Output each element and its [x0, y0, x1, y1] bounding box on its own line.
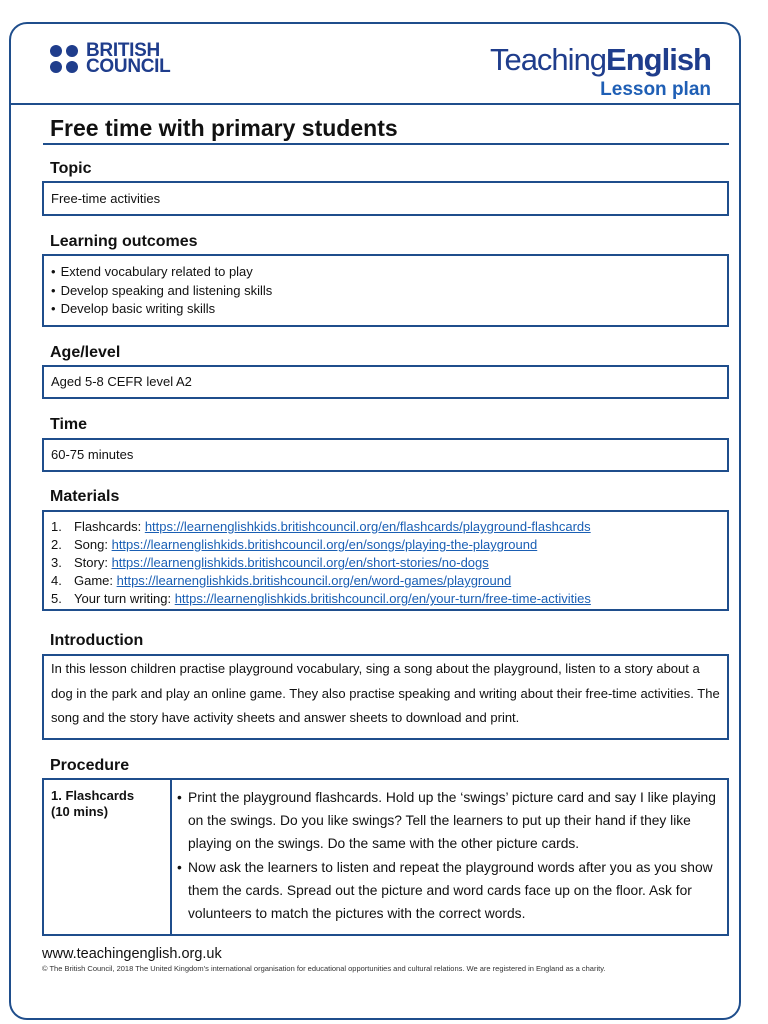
- material-link[interactable]: https://learnenglishkids.britishcouncil.org/en/flashcards/playground-flashcards: [144, 519, 591, 534]
- british-council-dots-icon: [50, 45, 78, 73]
- teaching-english-brand: [490, 42, 711, 78]
- page-title: Free time with primary students: [50, 115, 398, 141]
- footer-url[interactable]: www.teachingenglish.org.uk: [42, 946, 222, 962]
- material-number: 2.: [51, 537, 62, 552]
- brand-bold: English: [606, 42, 711, 77]
- material-label: Your turn writing:: [74, 591, 175, 606]
- material-label: Game:: [74, 573, 117, 588]
- material-number: 3.: [51, 555, 62, 570]
- procedure-content-cell: [172, 780, 727, 934]
- outcome-item: • Extend vocabulary related to play: [51, 263, 720, 282]
- lesson-plan-label: Lesson plan: [600, 79, 711, 100]
- procedure-heading: Procedure: [50, 757, 130, 774]
- topic-value: Free-time activities: [51, 191, 161, 206]
- procedure-step-title: 1. Flashcards: [51, 788, 135, 803]
- header-divider: [9, 103, 741, 105]
- brand-light: Teaching: [489, 42, 607, 77]
- material-item: [51, 536, 720, 554]
- materials-heading: Materials: [50, 488, 120, 505]
- topic-heading: Topic: [50, 160, 92, 177]
- material-item: [51, 518, 720, 536]
- material-item: [51, 554, 720, 572]
- introduction-heading: Introduction: [50, 632, 144, 649]
- footer-copyright: © The British Council, 2018 The United Kingdom’s international organisation for educational opportunities and cultural relations. We are registered in England as a charity.: [42, 964, 606, 973]
- material-item: [51, 590, 720, 608]
- introduction-box: [42, 654, 729, 740]
- procedure-table: [42, 778, 729, 936]
- introduction-text: In this lesson children practise playground vocabulary, sing a song about the playground, listen to a story about a dog in the park and play an online game. They also practise speaking and writing about their free-time activities. The song and the story have activity sheets and answer sheets to download and print.: [51, 661, 720, 725]
- time-heading: Time: [50, 416, 88, 433]
- title-underline: [43, 143, 729, 145]
- material-number: 1.: [51, 519, 62, 534]
- material-link[interactable]: https://learnenglishkids.britishcouncil.org/en/your-turn/free-time-activities: [174, 591, 591, 606]
- age-level-box: [42, 365, 729, 399]
- logo-line-1: BRITISH: [86, 40, 160, 61]
- age-level-value: Aged 5-8 CEFR level A2: [51, 374, 192, 389]
- material-number: 4.: [51, 573, 62, 588]
- material-label: Flashcards:: [74, 519, 145, 534]
- procedure-bullet: • Print the playground flashcards. Hold up the ‘swings’ picture card and say I like playing on the swings. Do you like swings? Tell the learners to put up their hand if they like playing on the swings. Do the same with the other picture cards.: [177, 786, 719, 856]
- time-value: 60-75 minutes: [51, 447, 134, 462]
- topic-box: [42, 181, 729, 216]
- material-link[interactable]: https://learnenglishkids.britishcouncil.org/en/short-stories/no-dogs: [111, 555, 489, 570]
- materials-box: [42, 510, 729, 611]
- age-level-heading: Age/level: [50, 344, 121, 361]
- british-council-logo: [50, 40, 171, 77]
- outcome-item: • Develop speaking and listening skills: [51, 282, 720, 301]
- material-number: 5.: [51, 591, 62, 606]
- material-link[interactable]: https://learnenglishkids.britishcouncil.org/en/songs/playing-the-playground: [111, 537, 538, 552]
- material-link[interactable]: https://learnenglishkids.britishcouncil.org/en/word-games/playground: [116, 573, 512, 588]
- logo-line-2: COUNCIL: [86, 56, 171, 77]
- procedure-bullet: • Now ask the learners to listen and repeat the playground words after you as you show them the cards. Spread out the picture and word cards face up on the floor. Ask for volunteers to match the pictures with the correct words.: [177, 856, 719, 926]
- procedure-step-cell: [44, 780, 172, 934]
- learning-outcomes-box: [42, 254, 729, 327]
- outcome-item: • Develop basic writing skills: [51, 300, 720, 319]
- time-box: [42, 438, 729, 472]
- procedure-step-duration: (10 mins): [51, 804, 109, 819]
- material-label: Story:: [74, 555, 112, 570]
- learning-outcomes-heading: Learning outcomes: [50, 233, 198, 250]
- material-item: [51, 572, 720, 590]
- material-label: Song:: [74, 537, 112, 552]
